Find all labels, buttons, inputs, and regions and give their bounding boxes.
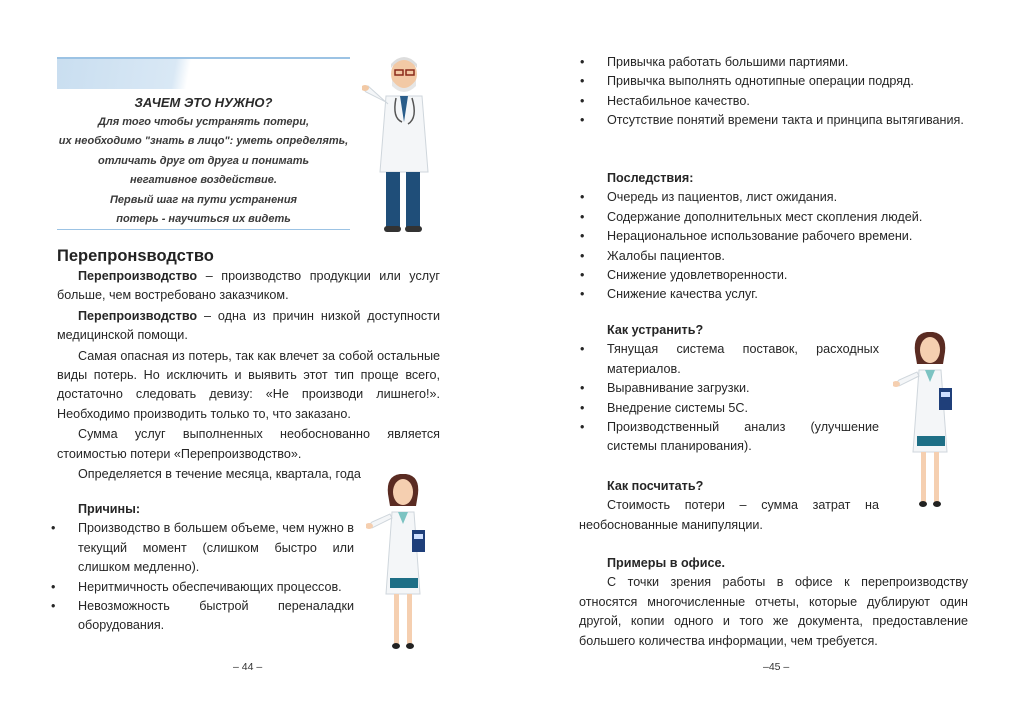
doctor-illustration [362,52,442,234]
callout-box [57,57,350,230]
consequences-list [579,188,967,304]
definition-1 [57,267,440,306]
paragraph: Самая опасная из потерь, так как влечет за собой остальные виды потерь. Но исключить и выявить этот тип проще всего, достаточно следовать девизу: «Не производи лишнего!». Необходимо производить только то, что заказано. [57,348,440,421]
nurse-illustration [893,330,969,510]
page-number-right: –45 – [763,661,790,673]
term: Перепроизводство [78,308,198,323]
list-item: • Очередь из пациентов, лист ожидания. [579,188,967,207]
callout-line: Для того чтобы устранять потери, [97,115,310,128]
callout-text [57,93,350,230]
fix-list [579,340,879,456]
list-item: • Невозможность быстрой переналадки оборудования. [50,597,354,636]
office-section [579,554,968,652]
callout-line: потерь - научиться их видеть [116,213,291,225]
callout-line: отличать друг от друга и понимать [97,154,310,167]
list-item: • Выравнивание загрузки. [579,379,879,398]
callout-divider [57,229,350,230]
callout-title: ЗАЧЕМ ЭТО НУЖНО? [134,95,273,110]
office-heading: Примеры в офисе. [607,556,725,570]
causes-list-continued [579,53,967,131]
paragraph: Сумма услуг выполненных необоснованно является стоимостью потери «Перепроизводство». [57,427,440,461]
callout-band [57,57,350,89]
list-item: • Снижение удовлетворенности. [579,266,967,285]
list-item: • Привычка работать большими партиями. [579,53,967,72]
list-item: • Тянущая система поставок, расходных материалов. [579,340,879,379]
causes-heading: Причины: [78,502,141,516]
term: Перепроизводство [78,269,198,283]
list-item: • Нерациональное использование рабочего времени. [579,227,967,246]
callout-line: их необходимо "знать в лицо": уметь определять, [58,135,349,147]
callout-line: Первый шаг на пути устранения [109,193,298,206]
calc-section [579,477,879,536]
list-item: • Снижение качества услуг. [579,285,967,304]
calc-heading: Как посчитать? [607,479,704,493]
list-item: • Отсутствие понятий времени такта и принципа вытягивания. [579,111,967,130]
causes-continued [579,53,967,131]
definition-text: – производство продукции или услуг больше, чем востребовано заказчиком. [57,269,440,303]
paragraph: Определяется в течение месяца, квартала, года [78,467,361,482]
section-title: Перепронsводство [57,247,214,265]
paragraph: С точки зрения работы в офисе к перепроизводству относятся многочисленные отчеты, которые дублируют один другой, копии одного и того же документа, предоставление большего количества информации, чем требуется. [579,575,968,648]
definition-text: – одна из причин низкой доступности медицинской помощи. [57,308,440,343]
causes-list [50,519,354,635]
list-item: • Содержание дополнительных мест скопления людей. [579,208,967,227]
list-item: • Производственный анализ (улучшение системы планирования). [579,418,879,457]
consequences-heading: Последствия: [607,171,694,185]
list-item: • Нестабильное качество. [579,92,967,111]
fix-section [579,321,879,457]
list-item: • Неритмичность обеспечивающих процессов. [50,578,354,597]
fix-heading: Как устранить? [607,323,704,337]
definition-2 [57,307,440,346]
causes-section [50,500,354,636]
list-item: • Внедрение системы 5С. [579,399,879,418]
list-item: • Производство в большем объеме, чем нужно в текущий момент (слишком быстро или слишком медленно). [50,519,354,577]
consequences-section [579,169,967,305]
list-item: • Привычка выполнять однотипные операции подряд. [579,72,967,91]
callout-line: негативное воздействие. [130,174,277,186]
nurse-illustration [366,472,442,652]
list-item: • Жалобы пациентов. [579,247,967,266]
paragraph: Стоимость потери – сумма затрат на необоснованные манипуляции. [579,498,879,532]
page-number-left: – 44 – [233,661,263,673]
left-body [57,267,440,485]
